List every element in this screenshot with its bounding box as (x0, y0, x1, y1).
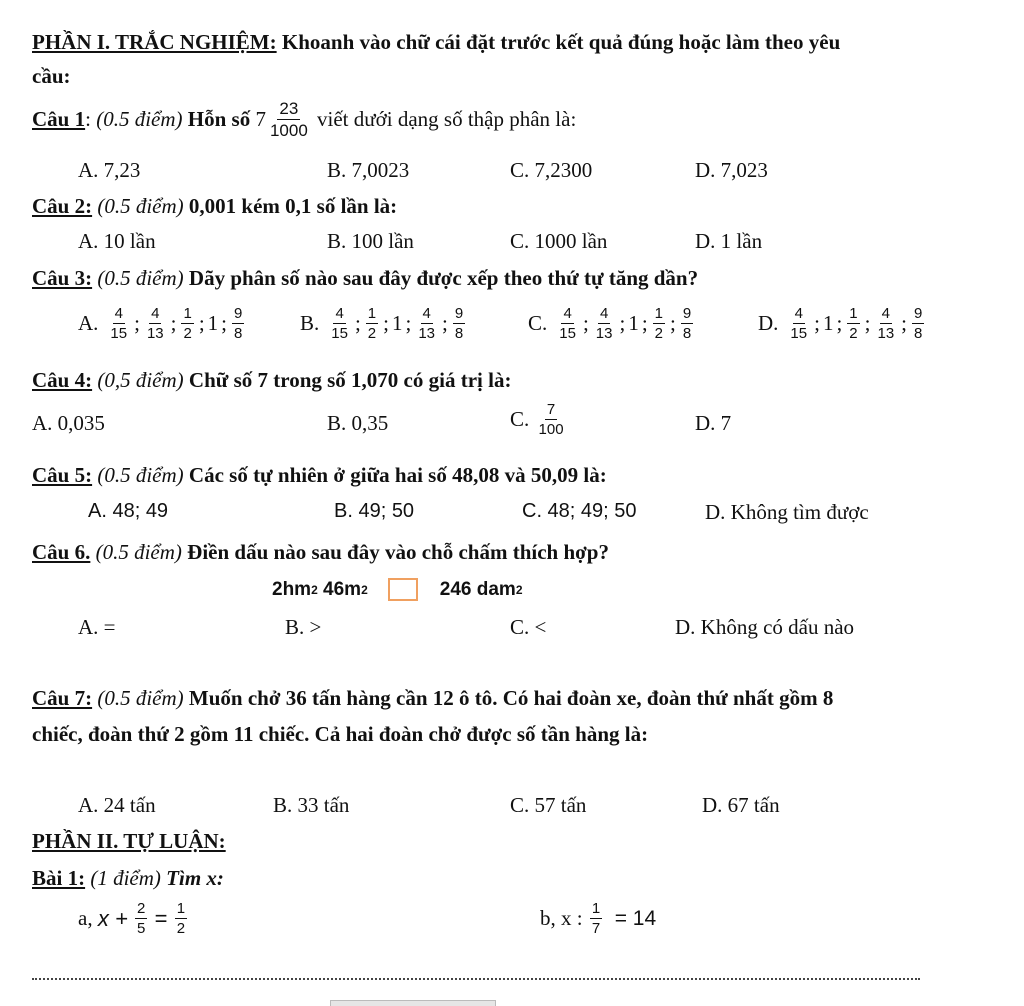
part1-instruction: Khoanh vào chữ cái đặt trước kết quả đúng hoặc làm theo yêu (281, 30, 841, 54)
exercise-1 (32, 866, 224, 891)
q4-text: Chữ số 7 trong số 1,070 có giá trị là: (188, 368, 512, 392)
q3-option-c[interactable] (528, 306, 695, 341)
q4-option-a[interactable]: A. 0,035 (32, 411, 105, 435)
q4-option-b[interactable]: B. 0,35 (327, 411, 389, 435)
q3-separator: ; (383, 311, 389, 335)
bai1-a-x: x + (97, 905, 128, 931)
q3-fraction-num: 4 (599, 305, 609, 322)
q3-fraction-den: 15 (559, 325, 576, 342)
q3-fraction-den: 2 (849, 325, 858, 342)
q3-option-letter: D. (758, 311, 779, 335)
part1-heading: PHẦN I. TRẮC NGHIỆM: (32, 30, 277, 54)
q3-fraction (653, 306, 665, 341)
bai1-a-label: a, (78, 906, 93, 930)
q3-whole-number: 1 (628, 311, 639, 335)
q3-separator: ; (901, 311, 908, 335)
q3-fraction-den: 15 (790, 325, 808, 342)
q3-points: (0.5 điểm) (97, 266, 184, 290)
q6-option-c[interactable]: C. < (510, 615, 547, 639)
q6-option-d[interactable]: D. Không có dấu nào (675, 615, 855, 639)
q6-left-b: 46m (323, 578, 362, 600)
q3-option-letter: B. (300, 311, 320, 335)
bai1-b-num: 1 (591, 900, 601, 917)
q3-fraction (145, 306, 166, 341)
q3-separator: ; (442, 311, 448, 335)
q3-separator: ; (170, 311, 177, 335)
q3-fraction-den: 13 (877, 325, 895, 342)
q3-fraction (875, 306, 896, 341)
part2-heading: PHẦN II. TỰ LUẬN: (32, 829, 226, 853)
q3-fraction-num: 1 (183, 305, 192, 322)
q6-option-a[interactable]: A. = (78, 615, 116, 639)
q3-whole-number: 1 (391, 311, 403, 335)
q3-fraction (181, 306, 193, 341)
question-1 (32, 100, 576, 139)
q5-label: Câu 5: (32, 463, 93, 487)
q4-points: (0,5 điểm) (97, 368, 184, 392)
q3-fraction (329, 306, 350, 341)
q4-option-c[interactable] (510, 402, 568, 437)
q3-fraction-den: 8 (682, 325, 692, 342)
part1-instruction-cont: cầu: (32, 64, 71, 88)
q5-points: (0.5 điểm) (97, 463, 184, 487)
bai1-b-label: b, x : (540, 906, 583, 930)
q1-option-b[interactable]: B. 7,0023 (327, 158, 410, 182)
q3-fraction-num: 1 (849, 305, 858, 322)
bai1-text: Tìm x: (166, 866, 224, 890)
bai1-a-num2: 1 (176, 900, 186, 917)
q3-option-letter: A. (78, 311, 99, 335)
q3-separator: ; (641, 311, 648, 335)
q7-points: (0.5 điểm) (97, 686, 184, 710)
q2-option-c[interactable]: C. 1000 lần (510, 229, 608, 253)
bai1-a-frac2 (175, 901, 187, 936)
q1-whole: 7 (255, 107, 266, 131)
q3-fraction (557, 306, 578, 341)
q3-fraction-den: 2 (367, 325, 377, 342)
q3-fraction-den: 15 (110, 325, 128, 342)
q3-label: Câu 3: (32, 266, 93, 290)
q7-option-b[interactable]: B. 33 tấn (273, 793, 350, 817)
q1-points: (0.5 điểm) (96, 107, 183, 131)
q5-text: Các số tự nhiên ở giữa hai số 48,08 và 50,09 là: (188, 463, 607, 487)
q3-separator: ; (670, 311, 676, 335)
q3-fraction-den: 8 (234, 325, 243, 342)
q7-text-line2: chiếc, đoàn thứ 2 gồm 11 chiếc. Cả hai đoàn chở được số tần hàng là: (32, 722, 649, 746)
q3-option-a[interactable] (78, 306, 246, 341)
bai1-part-b (540, 901, 656, 936)
q2-text: 0,001 kém 0,1 số lần là: (188, 194, 398, 218)
q6-label: Câu 6. (32, 540, 91, 564)
q1-label: Câu 1 (32, 107, 86, 131)
q1-text-before: Hỗn số (187, 107, 251, 131)
answer-dotted-line[interactable] (32, 978, 920, 980)
q3-fraction-num: 4 (881, 305, 890, 322)
q4-optc-den: 100 (538, 421, 564, 438)
q3-fraction-num: 4 (563, 305, 572, 322)
q3-fraction-den: 2 (654, 325, 664, 342)
q3-separator: ; (221, 311, 228, 335)
q3-fraction-num: 4 (794, 305, 803, 322)
q5-option-b[interactable]: B. 49; 50 (334, 500, 415, 522)
q5-option-c[interactable]: C. 48; 49; 50 (522, 500, 637, 522)
bai1-a-den2: 2 (176, 920, 186, 937)
question-6 (32, 540, 609, 565)
q3-fraction-num: 9 (682, 305, 692, 322)
q3-fraction (788, 306, 809, 341)
q3-fraction-num: 4 (151, 305, 160, 322)
bai1-points: (1 điểm) (90, 866, 161, 890)
q1-option-c[interactable]: C. 7,2300 (510, 158, 593, 182)
answer-blank-box[interactable] (388, 578, 418, 601)
q1-den: 1000 (269, 121, 308, 140)
q4-label: Câu 4: (32, 368, 93, 392)
q6-exp-3: 2 (515, 582, 523, 597)
bai1-a-num1: 2 (137, 900, 146, 917)
q3-fraction (232, 306, 244, 341)
question-2 (32, 194, 397, 219)
q3-separator: ; (198, 311, 205, 335)
q1-num: 23 (279, 99, 299, 118)
q6-text: Điền dấu nào sau đây vào chỗ chấm thích hợp? (187, 540, 609, 564)
bai1-b-den: 7 (591, 920, 601, 937)
q3-separator: ; (836, 311, 843, 335)
q3-separator: ; (354, 311, 361, 335)
question-3 (32, 266, 698, 291)
bai1-part-a (78, 901, 189, 936)
q4-option-c-letter: C. (510, 407, 530, 431)
q1-option-d[interactable]: D. 7,023 (695, 158, 768, 182)
q3-whole-number: 1 (207, 311, 219, 335)
q3-fraction (416, 306, 437, 341)
q6-points: (0.5 điểm) (95, 540, 182, 564)
q3-separator: ; (814, 311, 820, 335)
q3-fraction (108, 306, 129, 341)
q5-option-d[interactable]: D. Không tìm được (705, 500, 869, 524)
q4-optc-num: 7 (546, 401, 556, 418)
q4-option-d[interactable]: D. 7 (695, 411, 732, 435)
bai1-a-frac1 (135, 901, 147, 936)
q3-fraction (594, 306, 615, 341)
q3-fraction (681, 306, 693, 341)
horizontal-scrollbar[interactable] (330, 1000, 496, 1006)
q3-fraction-num: 1 (654, 305, 664, 322)
q3-separator: ; (582, 311, 589, 335)
q3-fraction-num: 4 (422, 305, 431, 322)
q4-option-c-fraction (537, 402, 566, 437)
q3-fraction-num: 9 (914, 305, 923, 322)
q3-fraction-den: 8 (914, 325, 923, 342)
q3-fraction-num: 4 (114, 305, 123, 322)
part1-title-line (32, 30, 840, 55)
q2-option-b[interactable]: B. 100 lần (327, 229, 414, 253)
bai1-b-eq: = 14 (614, 906, 657, 930)
question-4 (32, 368, 511, 393)
q7-label: Câu 7: (32, 686, 93, 710)
q3-fraction (847, 306, 859, 341)
q2-option-a[interactable]: A. 10 lần (78, 229, 156, 253)
q3-whole-number: 1 (822, 311, 834, 335)
q6-left-a: 2hm (272, 578, 312, 600)
q6-exp-2: 2 (361, 582, 368, 597)
q3-fraction-den: 13 (418, 325, 436, 342)
q5-option-a[interactable]: A. 48; 49 (88, 500, 169, 522)
q3-option-letter: C. (528, 311, 548, 335)
q7-option-c[interactable]: C. 57 tấn (510, 793, 587, 817)
q1-text-after: viết dưới dạng số thập phân là: (317, 107, 577, 131)
q3-fraction (912, 306, 924, 341)
question-5 (32, 463, 607, 488)
q1-option-a[interactable]: A. 7,23 (78, 158, 141, 182)
bai1-a-eq: = (154, 905, 168, 931)
q3-separator: ; (134, 311, 140, 335)
q6-option-b[interactable]: B. > (285, 615, 322, 639)
bai1-label: Bài 1: (32, 866, 86, 890)
q3-fraction-den: 15 (331, 325, 348, 342)
q3-fraction (366, 306, 378, 341)
q3-fraction-den: 13 (595, 325, 613, 342)
q3-fraction-den: 13 (146, 325, 164, 342)
q6-right: 246 dam (439, 578, 516, 600)
q3-fraction-num: 9 (234, 305, 243, 322)
q3-fraction-den: 2 (183, 325, 192, 342)
q7-option-a[interactable]: A. 24 tấn (78, 793, 156, 817)
q7-option-d[interactable]: D. 67 tấn (702, 793, 780, 817)
q2-label: Câu 2: (32, 194, 93, 218)
q3-separator: ; (864, 311, 871, 335)
q6-exp-1: 2 (311, 582, 318, 597)
q3-fraction-num: 4 (335, 305, 344, 322)
q6-expression (272, 578, 523, 601)
bai1-a-den1: 5 (137, 920, 146, 937)
q1-fraction (268, 100, 310, 139)
q3-option-b[interactable] (300, 306, 467, 341)
q3-fraction-num: 1 (367, 305, 377, 322)
q3-fraction-num: 9 (454, 305, 464, 322)
q3-fraction (453, 306, 465, 341)
q2-option-d[interactable]: D. 1 lần (695, 229, 763, 253)
q2-points: (0.5 điểm) (97, 194, 184, 218)
question-7 (32, 686, 833, 711)
q7-text-line1: Muốn chở 36 tấn hàng cần 12 ô tô. Có hai đoàn xe, đoàn thứ nhất gồm 8 (188, 686, 834, 710)
q1-colon: : (85, 107, 91, 131)
bai1-b-frac (590, 901, 602, 936)
q3-option-d[interactable] (758, 306, 926, 341)
q3-text: Dãy phân số nào sau đây được xếp theo thứ tự tăng dần? (188, 266, 699, 290)
q3-fraction-den: 8 (454, 325, 464, 342)
q3-separator: ; (619, 311, 626, 335)
q3-separator: ; (405, 311, 412, 335)
